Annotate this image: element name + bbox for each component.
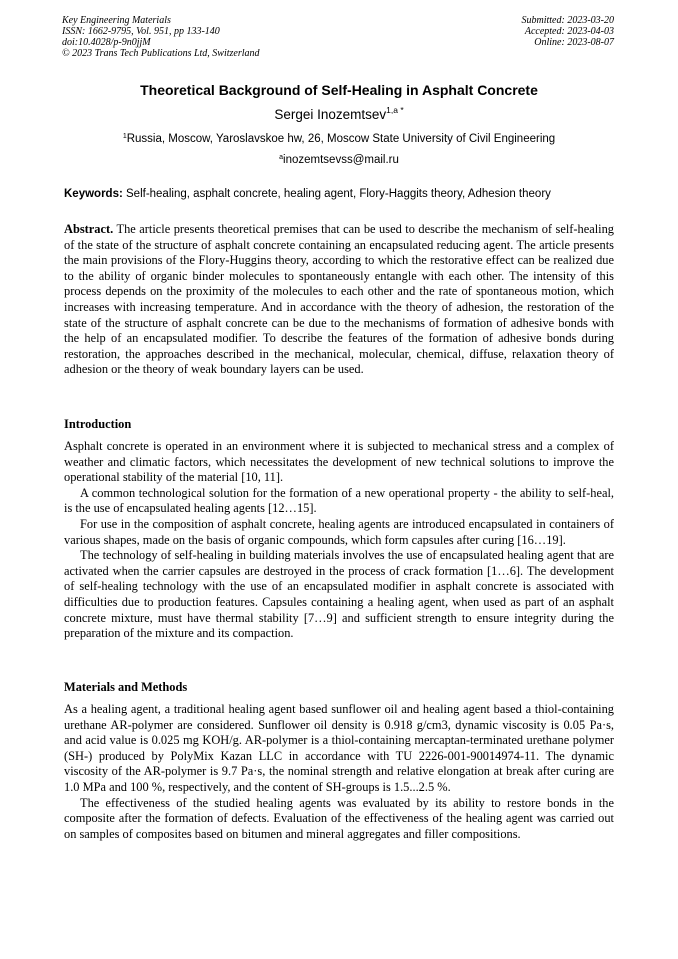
paragraph: For use in the composition of asphalt concrete, healing agents are introduced encapsulated in containers of various shapes, made on the basis of organic compounds, which form capsules after curing [16…19].	[64, 516, 614, 547]
affiliation-mark: 1	[122, 133, 127, 140]
affiliation-text: Russia, Moscow, Yaroslavskoe hw, 26, Moscow State University of Civil Engineering	[126, 133, 556, 145]
email-mark: a	[279, 154, 284, 161]
keywords-label: Keywords:	[64, 188, 123, 200]
section-heading-introduction: Introduction	[64, 417, 132, 431]
keywords-text: Self-healing, asphalt concrete, healing agent, Flory-Haggits theory, Adhesion theory	[126, 188, 551, 200]
author-email	[0, 153, 678, 167]
abstract-label: Abstract.	[64, 222, 114, 236]
paragraph: Asphalt concrete is operated in an environment where it is subjected to mechanical stress and a complex of weather and climatic factors, which necessitates the development of new technical solutions to improve the operational stability of the material [10, 11].	[64, 439, 614, 485]
keywords	[64, 187, 614, 201]
paper-title: Theoretical Background of Self-Healing in Asphalt Concrete	[140, 82, 538, 98]
paragraph: A common technological solution for the formation of a new operational property - the ability to self-heal, is the use of encapsulated healing agents [12…15].	[64, 485, 614, 516]
materials-body	[64, 702, 614, 842]
abstract-text: The article presents theoretical premises that can be used to describe the mechanism of self-healing of the state of the structure of asphalt concrete containing an encapsulated reducing agent. The article presents the main provisions of the Flory-Huggins theory, according to which the restorative effect can be realized due to the ability of organic binder molecules to spontaneously entangle with each other. The intensity of this process depends on the proximity of the molecules to each other and the rate of spontaneous motion, which increases with increasing temperature. And in accordance with the theory of adhesion, the restoration of the state of the structure of asphalt concrete can be due to the mechanisms of formation of adhesive bonds with the help of an encapsulated modifier. To describe the features of the formation of adhesive bonds during restoration, the approaches described in the mechanical, molecular, chemical, diffuse, relaxation theory of adhesion or the theory of weak boundary layers can be used.	[64, 222, 615, 377]
publication-dates	[522, 15, 615, 48]
journal-doi: doi:10.4028/p-9n0jjM	[62, 37, 151, 48]
author-name: Sergei Inozemtsev	[274, 107, 387, 122]
paragraph: The technology of self-healing in building materials involves the use of encapsulated healing agent that are activated when the carrier capsules are destroyed in the process of crack formation [1…6]. The development of self-healing technology with the use of an encapsulated modifier in asphalt concrete is associated with difficulties due to production features. Capsules containing a healing agent, when used as part of an asphalt concrete mixture, must have thermal stability [7…9] and sufficient strength to ensure integrity during the preparation of the mixture and its compaction.	[64, 548, 614, 641]
author-marks: 1,a *	[386, 105, 404, 115]
paragraph: The effectiveness of the studied healing agents was evaluated by its ability to restore bonds in the composite after the formation of defects. Evaluation of the effectiveness of the healing agent was carried out on samples of composites based on bitumen and mineral aggregates and filler compositions.	[64, 795, 614, 841]
journal-issn: ISSN: 1662-9795, Vol. 951, pp 133-140	[62, 26, 220, 37]
email-address[interactable]: inozemtsevss@mail.ru	[283, 154, 399, 166]
paragraph: As a healing agent, a traditional healing agent based sunflower oil and healing agent based a thiol-containing urethane AR-polymer are considered. Sunflower oil density is 0.918 g/cm3, dynamic viscosity is 0.05 Pa·s, and acid value is 0.025 mg KOH/g. AR-polymer is a thiol-containing mercaptan-terminated urethane polymer (SH-) produced by PolyMix Kazan LLC in accordance with TU 2226-001-90014974-11. The dynamic viscosity of the AR-polymer is 9.7 Pa·s, the nominal strength and relative elongation at break after curing are 1.0 MPa and 100 %, respectively, and the content of SH-groups is 1.5...2.5 %.	[64, 702, 614, 794]
journal-copyright: © 2023 Trans Tech Publications Ltd, Switzerland	[62, 48, 260, 59]
abstract	[64, 222, 614, 378]
section-heading-materials: Materials and Methods	[64, 680, 188, 694]
affiliation	[0, 132, 678, 146]
date-submitted: Submitted: 2023-03-20	[521, 15, 614, 26]
journal-name: Key Engineering Materials	[62, 15, 171, 26]
date-online: Online: 2023-08-07	[534, 37, 614, 48]
introduction-body	[64, 439, 614, 642]
date-accepted: Accepted: 2023-04-03	[524, 26, 614, 37]
author-line	[0, 107, 678, 123]
journal-info	[62, 15, 260, 59]
